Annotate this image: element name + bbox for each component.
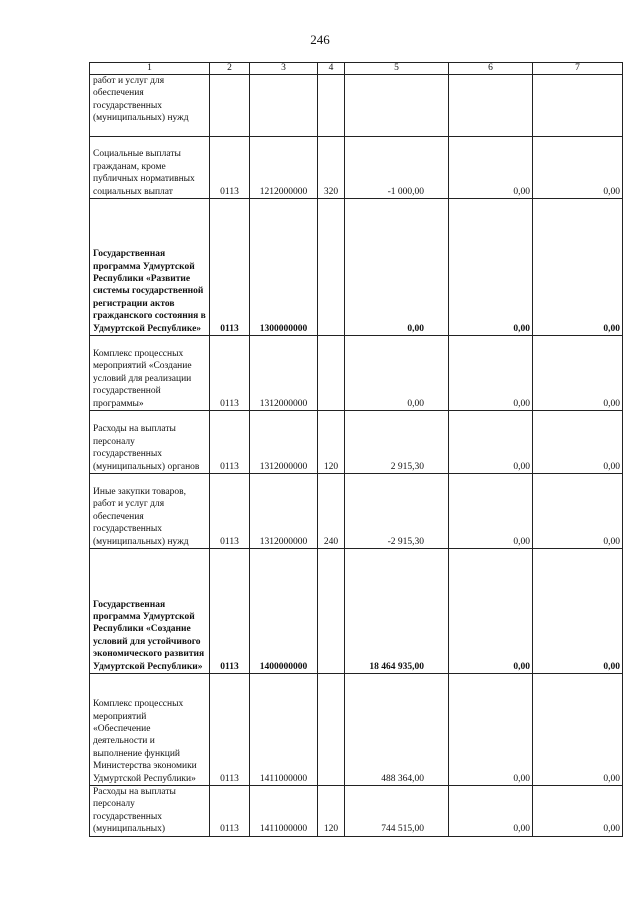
table-row <box>90 75 623 137</box>
table-row <box>90 549 623 674</box>
row-amount-year2 <box>449 75 533 137</box>
row-section: 0113 <box>210 674 250 786</box>
row-target-article: 1312000000 <box>250 474 318 549</box>
row-amount-year2: 0,00 <box>449 411 533 474</box>
row-section: 0113 <box>210 336 250 411</box>
row-section: 0113 <box>210 199 250 336</box>
budget-table <box>89 62 623 837</box>
table-row <box>90 674 623 786</box>
row-target-article: 1300000000 <box>250 199 318 336</box>
row-amount-year3: 0,00 <box>533 411 623 474</box>
row-name: Расходы на выплаты персоналу государственных (муниципальных) <box>90 786 210 837</box>
row-amount-year3: 0,00 <box>533 199 623 336</box>
row-name: работ и услуг для обеспечения государственных (муниципальных) нужд <box>90 75 210 137</box>
column-header: 4 <box>318 63 345 75</box>
row-amount-year2: 0,00 <box>449 674 533 786</box>
row-amount-year2: 0,00 <box>449 137 533 199</box>
row-expense-type: 120 <box>318 411 345 474</box>
row-target-article: 1411000000 <box>250 786 318 837</box>
table-row <box>90 411 623 474</box>
row-amount-year3: 0,00 <box>533 786 623 837</box>
row-section: 0113 <box>210 786 250 837</box>
row-amount-year3: 0,00 <box>533 674 623 786</box>
row-amount-year3: 0,00 <box>533 474 623 549</box>
row-expense-type: 120 <box>318 786 345 837</box>
row-amount-year3: 0,00 <box>533 336 623 411</box>
table-row <box>90 137 623 199</box>
row-name: Комплекс процессных мероприятий «Обеспечение деятельности и выполнение функций Министерства экономики Удмуртской Республики» <box>90 674 210 786</box>
row-amount-year2: 0,00 <box>449 549 533 674</box>
table-row <box>90 199 623 336</box>
row-target-article: 1400000000 <box>250 549 318 674</box>
column-header: 6 <box>449 63 533 75</box>
row-amount-year2: 0,00 <box>449 474 533 549</box>
row-expense-type <box>318 549 345 674</box>
row-amount-year2: 0,00 <box>449 786 533 837</box>
row-amount-year2: 0,00 <box>449 199 533 336</box>
row-amount: 488 364,00 <box>345 674 449 786</box>
row-amount-year2: 0,00 <box>449 336 533 411</box>
row-expense-type <box>318 75 345 137</box>
column-header: 5 <box>345 63 449 75</box>
column-header: 7 <box>533 63 623 75</box>
row-target-article <box>250 75 318 137</box>
row-target-article: 1212000000 <box>250 137 318 199</box>
row-target-article: 1312000000 <box>250 411 318 474</box>
row-expense-type: 320 <box>318 137 345 199</box>
row-expense-type <box>318 674 345 786</box>
row-section: 0113 <box>210 474 250 549</box>
row-section: 0113 <box>210 549 250 674</box>
table-row <box>90 474 623 549</box>
row-amount-year3: 0,00 <box>533 549 623 674</box>
row-name: Иные закупки товаров, работ и услуг для обеспечения государственных (муниципальных) нужд <box>90 474 210 549</box>
column-header: 1 <box>90 63 210 75</box>
row-amount: -1 000,00 <box>345 137 449 199</box>
row-expense-type <box>318 199 345 336</box>
row-name: Государственная программа Удмуртской Республики «Создание условий для устойчивого экономического развития Удмуртской Республики» <box>90 549 210 674</box>
row-section <box>210 75 250 137</box>
row-expense-type: 240 <box>318 474 345 549</box>
row-section: 0113 <box>210 411 250 474</box>
row-name: Социальные выплаты гражданам, кроме публичных нормативных социальных выплат <box>90 137 210 199</box>
row-amount: 0,00 <box>345 199 449 336</box>
table-row <box>90 786 623 837</box>
column-header: 3 <box>250 63 318 75</box>
row-amount: 2 915,30 <box>345 411 449 474</box>
row-name: Расходы на выплаты персоналу государственных (муниципальных) органов <box>90 411 210 474</box>
table-row <box>90 336 623 411</box>
row-amount: 18 464 935,00 <box>345 549 449 674</box>
row-amount: 0,00 <box>345 336 449 411</box>
header-row <box>90 63 623 75</box>
row-amount <box>345 75 449 137</box>
row-name: Комплекс процессных мероприятий «Создание условий для реализации государственной программы» <box>90 336 210 411</box>
row-section: 0113 <box>210 137 250 199</box>
row-amount-year3 <box>533 75 623 137</box>
row-amount-year3: 0,00 <box>533 137 623 199</box>
column-header: 2 <box>210 63 250 75</box>
row-amount: -2 915,30 <box>345 474 449 549</box>
row-name: Государственная программа Удмуртской Республики «Развитие системы государственной регистрации актов гражданского состояния в Удмуртской Республике» <box>90 199 210 336</box>
row-target-article: 1411000000 <box>250 674 318 786</box>
row-amount: 744 515,00 <box>345 786 449 837</box>
row-expense-type <box>318 336 345 411</box>
page-number: 246 <box>310 32 330 47</box>
row-target-article: 1312000000 <box>250 336 318 411</box>
